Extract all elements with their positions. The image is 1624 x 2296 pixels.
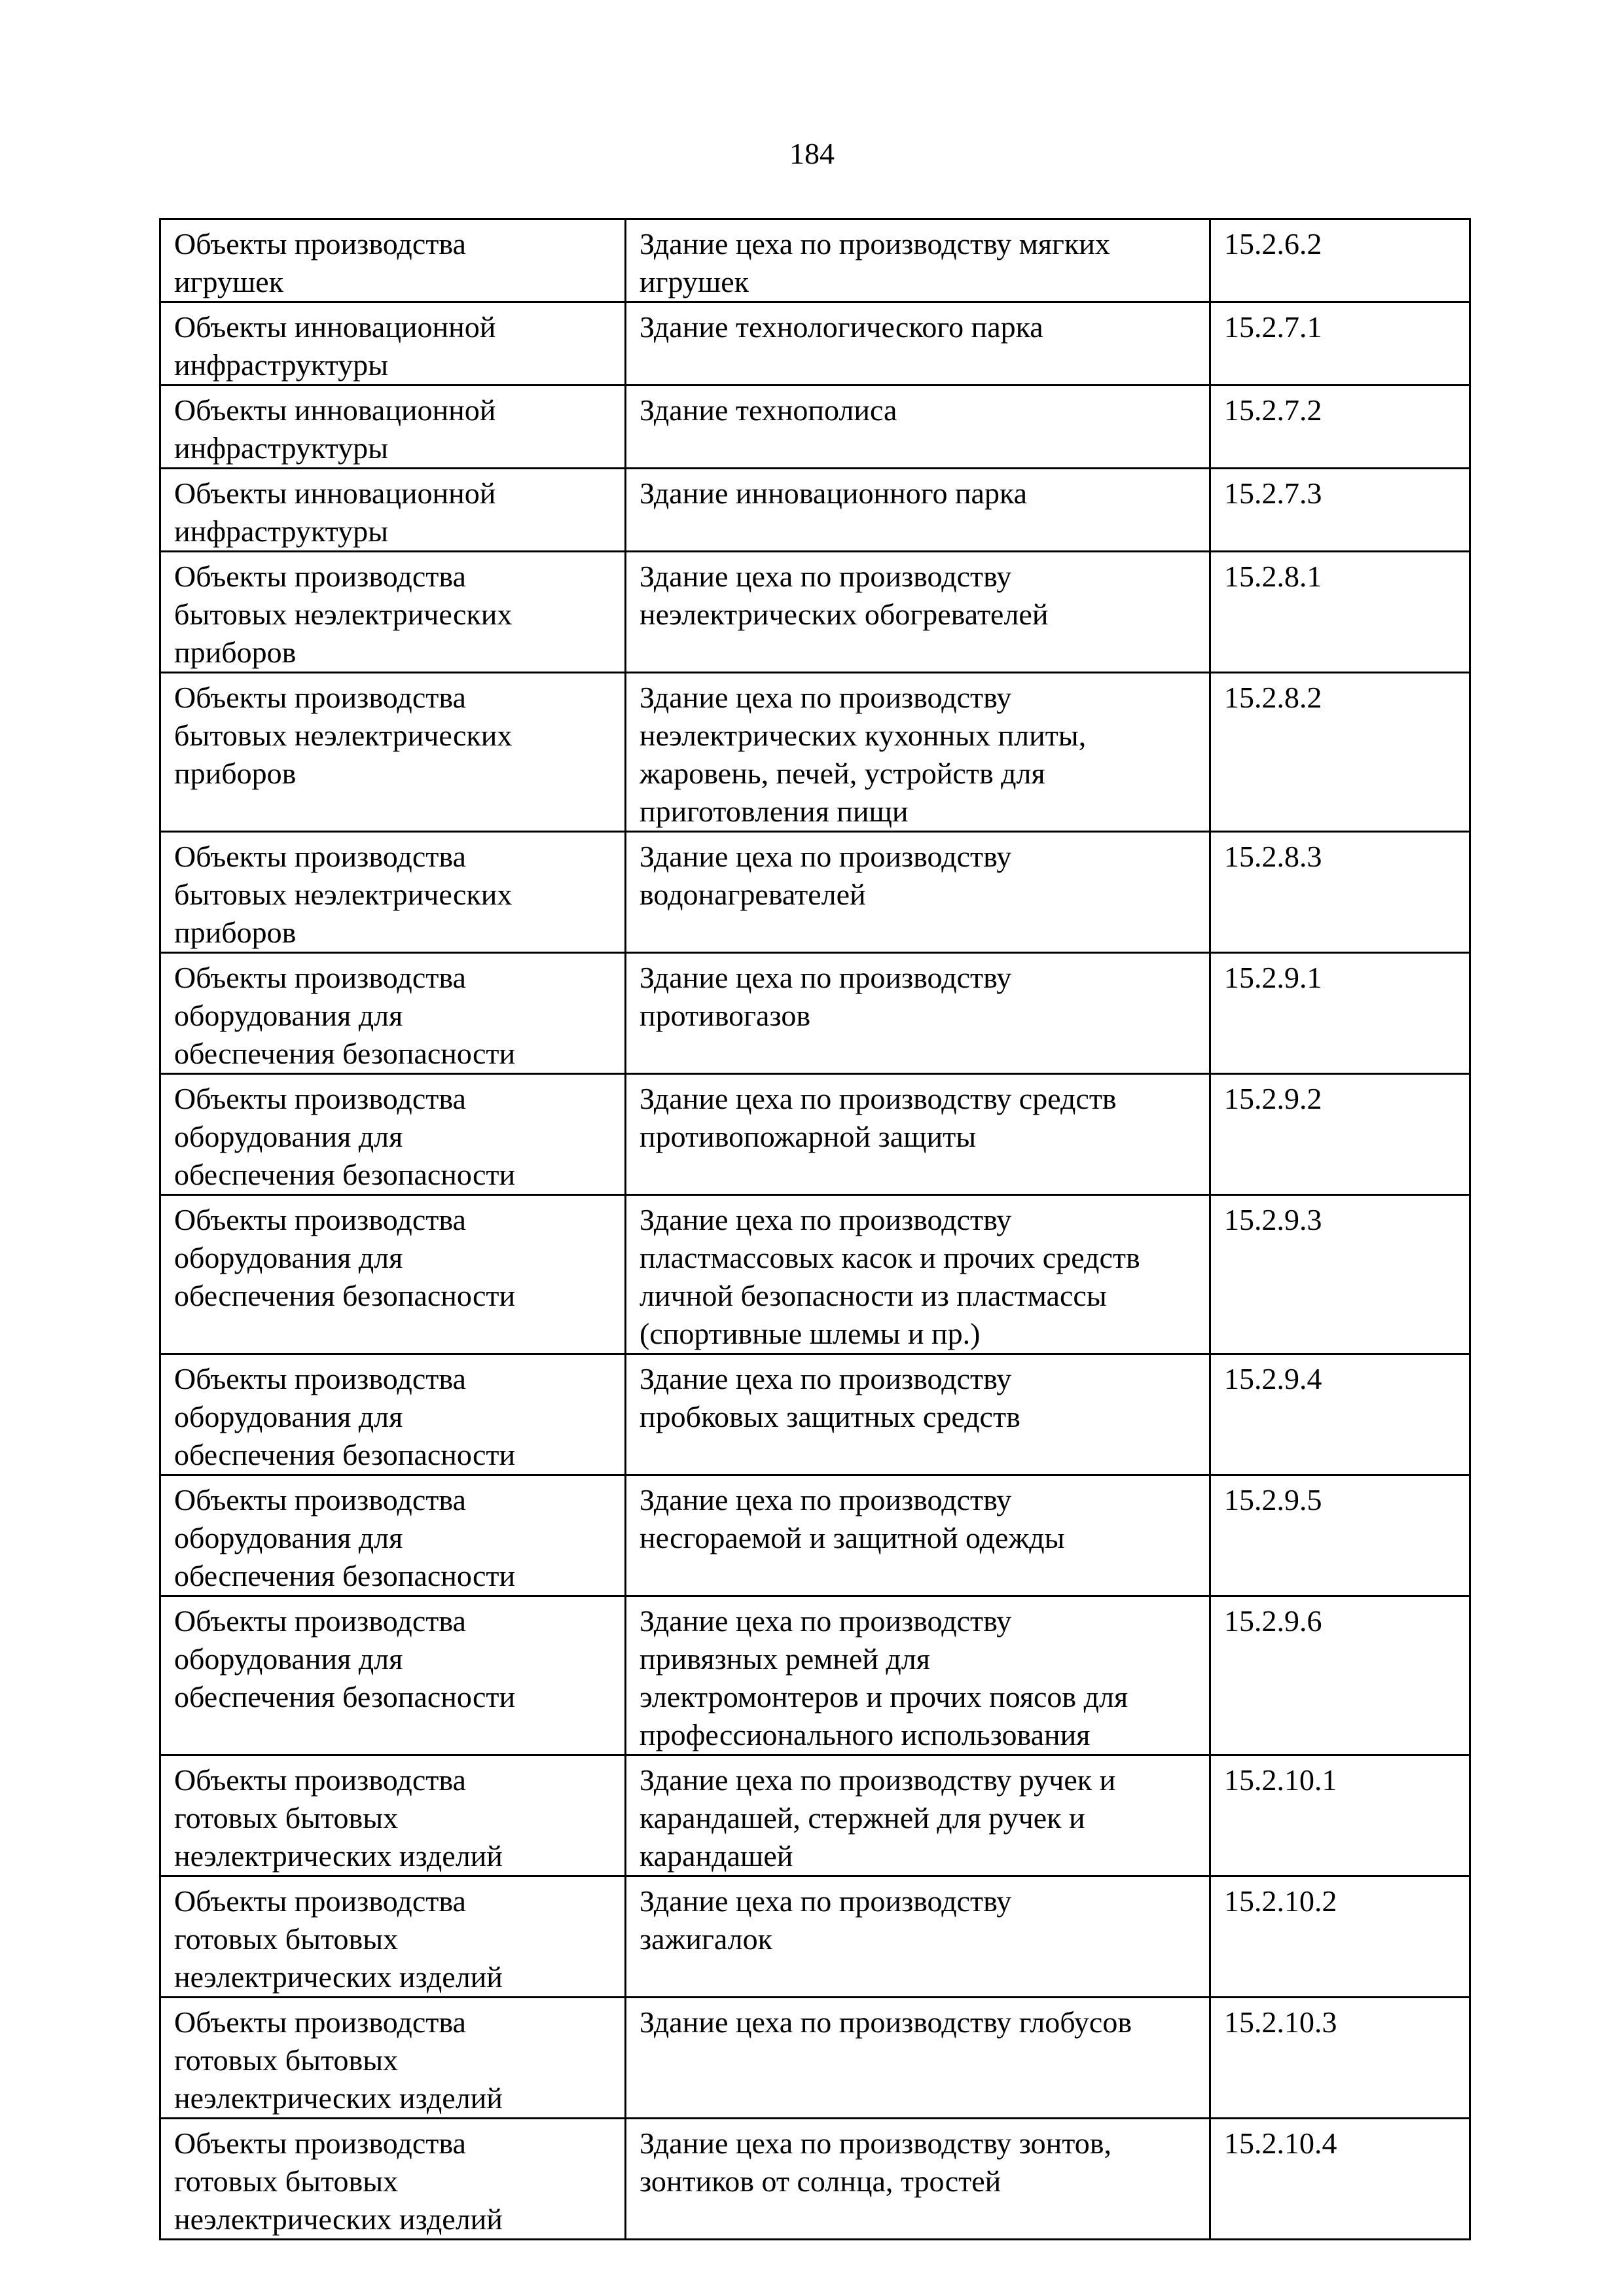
code-cell: 15.2.10.1 [1210, 1755, 1470, 1876]
table-row [160, 1475, 1470, 1596]
table-row [160, 1876, 1470, 1998]
description-cell: Здание технологического парка [626, 302, 1210, 386]
code-cell: 15.2.9.2 [1210, 1074, 1470, 1195]
code-cell: 15.2.9.5 [1210, 1475, 1470, 1596]
code-cell: 15.2.10.3 [1210, 1998, 1470, 2119]
category-cell: Объекты производства готовых бытовых неэлектрических изделий [160, 1876, 626, 1998]
building-types-table [159, 218, 1471, 2240]
description-cell: Здание цеха по производству ручек и карандашей, стержней для ручек и карандашей [626, 1755, 1210, 1876]
category-cell: Объекты производства оборудования для обеспечения безопасности [160, 1475, 626, 1596]
category-cell: Объекты производства оборудования для обеспечения безопасности [160, 1354, 626, 1475]
category-cell: Объекты инновационной инфраструктуры [160, 469, 626, 552]
description-cell: Здание цеха по производству несгораемой и защитной одежды [626, 1475, 1210, 1596]
description-cell: Здание технополиса [626, 386, 1210, 469]
code-cell: 15.2.6.2 [1210, 219, 1470, 302]
description-cell: Здание цеха по производству неэлектрических кухонных плиты, жаровень, печей, устройств для приготовления пищи [626, 673, 1210, 832]
code-cell: 15.2.9.3 [1210, 1195, 1470, 1354]
table-row [160, 302, 1470, 386]
description-cell: Здание цеха по производству привязных ремней для электромонтеров и прочих поясов для профессионального использования [626, 1596, 1210, 1755]
page-number: 184 [789, 137, 835, 170]
table-row [160, 552, 1470, 673]
category-cell: Объекты инновационной инфраструктуры [160, 386, 626, 469]
code-cell: 15.2.7.1 [1210, 302, 1470, 386]
description-cell: Здание цеха по производству водонагревателей [626, 832, 1210, 953]
category-cell: Объекты производства игрушек [160, 219, 626, 302]
table-row [160, 1195, 1470, 1354]
code-cell: 15.2.9.4 [1210, 1354, 1470, 1475]
category-cell: Объекты производства бытовых неэлектрических приборов [160, 673, 626, 832]
category-cell: Объекты производства оборудования для обеспечения безопасности [160, 1195, 626, 1354]
category-cell: Объекты производства оборудования для обеспечения безопасности [160, 1596, 626, 1755]
table-row [160, 1354, 1470, 1475]
code-cell: 15.2.9.6 [1210, 1596, 1470, 1755]
code-cell: 15.2.8.1 [1210, 552, 1470, 673]
category-cell: Объекты производства оборудования для обеспечения безопасности [160, 953, 626, 1074]
code-cell: 15.2.10.4 [1210, 2119, 1470, 2240]
description-cell: Здание цеха по производству мягких игрушек [626, 219, 1210, 302]
description-cell: Здание цеха по производству средств противопожарной защиты [626, 1074, 1210, 1195]
category-cell: Объекты производства готовых бытовых неэлектрических изделий [160, 2119, 626, 2240]
category-cell: Объекты производства бытовых неэлектрических приборов [160, 832, 626, 953]
description-cell: Здание цеха по производству глобусов [626, 1998, 1210, 2119]
code-cell: 15.2.8.3 [1210, 832, 1470, 953]
table-body [160, 219, 1470, 2240]
table-row [160, 2119, 1470, 2240]
table-row [160, 219, 1470, 302]
description-cell: Здание цеха по производству пластмассовых касок и прочих средств личной безопасности из пластмассы (спортивные шлемы и пр.) [626, 1195, 1210, 1354]
table-row [160, 1074, 1470, 1195]
table-row [160, 1755, 1470, 1876]
description-cell: Здание цеха по производству пробковых защитных средств [626, 1354, 1210, 1475]
category-cell: Объекты производства бытовых неэлектрических приборов [160, 552, 626, 673]
code-cell: 15.2.10.2 [1210, 1876, 1470, 1998]
table-row [160, 469, 1470, 552]
description-cell: Здание инновационного парка [626, 469, 1210, 552]
code-cell: 15.2.8.2 [1210, 673, 1470, 832]
table-row [160, 386, 1470, 469]
description-cell: Здание цеха по производству зонтов, зонтиков от солнца, тростей [626, 2119, 1210, 2240]
table-row [160, 673, 1470, 832]
description-cell: Здание цеха по производству неэлектрических обогревателей [626, 552, 1210, 673]
table-row [160, 953, 1470, 1074]
category-cell: Объекты инновационной инфраструктуры [160, 302, 626, 386]
description-cell: Здание цеха по производству зажигалок [626, 1876, 1210, 1998]
code-cell: 15.2.7.2 [1210, 386, 1470, 469]
category-cell: Объекты производства оборудования для обеспечения безопасности [160, 1074, 626, 1195]
category-cell: Объекты производства готовых бытовых неэлектрических изделий [160, 1755, 626, 1876]
code-cell: 15.2.9.1 [1210, 953, 1470, 1074]
table-row [160, 832, 1470, 953]
code-cell: 15.2.7.3 [1210, 469, 1470, 552]
table-row [160, 1998, 1470, 2119]
table-row [160, 1596, 1470, 1755]
description-cell: Здание цеха по производству противогазов [626, 953, 1210, 1074]
category-cell: Объекты производства готовых бытовых неэлектрических изделий [160, 1998, 626, 2119]
